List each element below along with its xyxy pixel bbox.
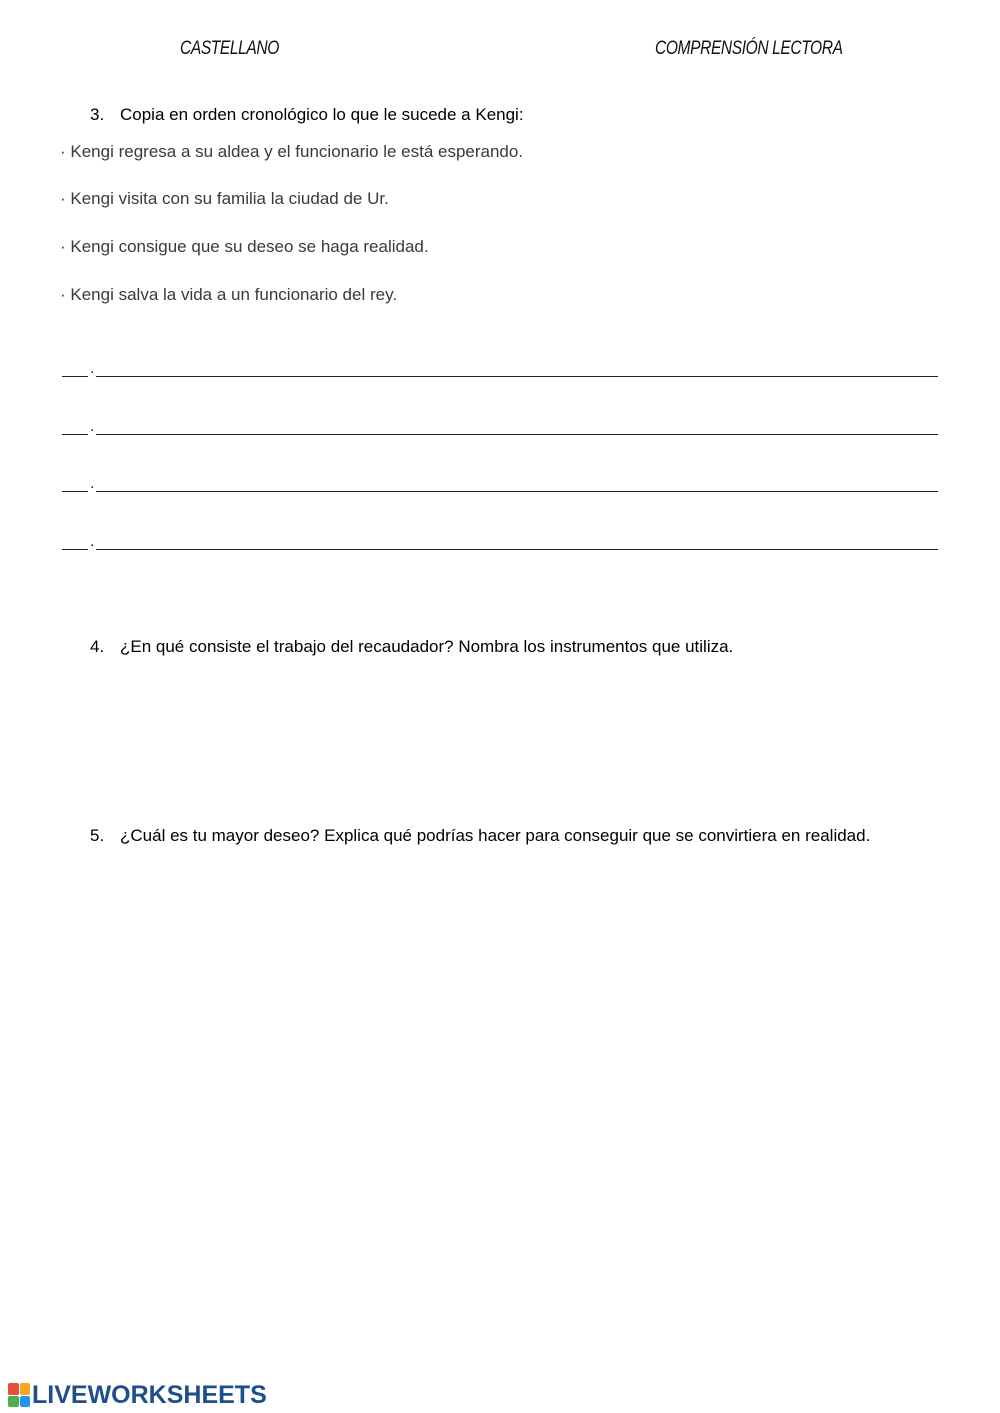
statement-item: · Kengi visita con su familia la ciudad de Ur.	[60, 189, 389, 208]
order-number-slot[interactable]	[62, 549, 88, 550]
answer-line-4	[62, 530, 938, 550]
question-number: 4.	[90, 637, 105, 656]
question-5	[90, 826, 870, 846]
separator-dot: .	[90, 360, 95, 377]
subject-heading: CASTELLANO	[180, 38, 279, 59]
answer-field[interactable]	[96, 549, 938, 550]
separator-dot: .	[90, 475, 95, 492]
order-number-slot[interactable]	[62, 491, 88, 492]
logo-square-icon	[20, 1396, 31, 1408]
logo-square-icon	[8, 1396, 19, 1408]
statement-item: · Kengi regresa a su aldea y el funcionario le está esperando.	[60, 142, 524, 161]
answer-field[interactable]	[96, 491, 938, 492]
liveworksheets-logo	[8, 1381, 267, 1409]
question-number: 5.	[90, 826, 105, 845]
separator-dot: .	[90, 533, 95, 550]
separator-dot: .	[90, 418, 95, 435]
answer-field[interactable]	[96, 376, 938, 377]
question-text: ¿Cuál es tu mayor deseo? Explica qué podrías hacer para conseguir que se convirtiera en realidad.	[120, 826, 871, 845]
question-number: 3.	[90, 105, 105, 124]
logo-text: LIVEWORKSHEETS	[32, 1380, 267, 1409]
section-heading: COMPRENSIÓN LECTORA	[655, 38, 843, 59]
statement-item: · Kengi consigue que su deseo se haga realidad.	[60, 237, 429, 256]
order-number-slot[interactable]	[62, 434, 88, 435]
order-number-slot[interactable]	[62, 376, 88, 377]
logo-square-icon	[8, 1383, 19, 1395]
answer-line-1	[62, 357, 938, 377]
statement-item: · Kengi salva la vida a un funcionario del rey.	[60, 285, 398, 304]
answer-line-3	[62, 472, 938, 492]
question-3	[90, 105, 524, 125]
question-4	[90, 637, 733, 657]
question-text: ¿En qué consiste el trabajo del recaudador? Nombra los instrumentos que utiliza.	[120, 637, 734, 656]
question-text: Copia en orden cronológico lo que le sucede a Kengi:	[120, 105, 524, 124]
answer-line-2	[62, 415, 938, 435]
logo-square-icon	[20, 1383, 31, 1395]
liveworksheets-logo-icon	[8, 1383, 30, 1407]
answer-field[interactable]	[96, 434, 938, 435]
